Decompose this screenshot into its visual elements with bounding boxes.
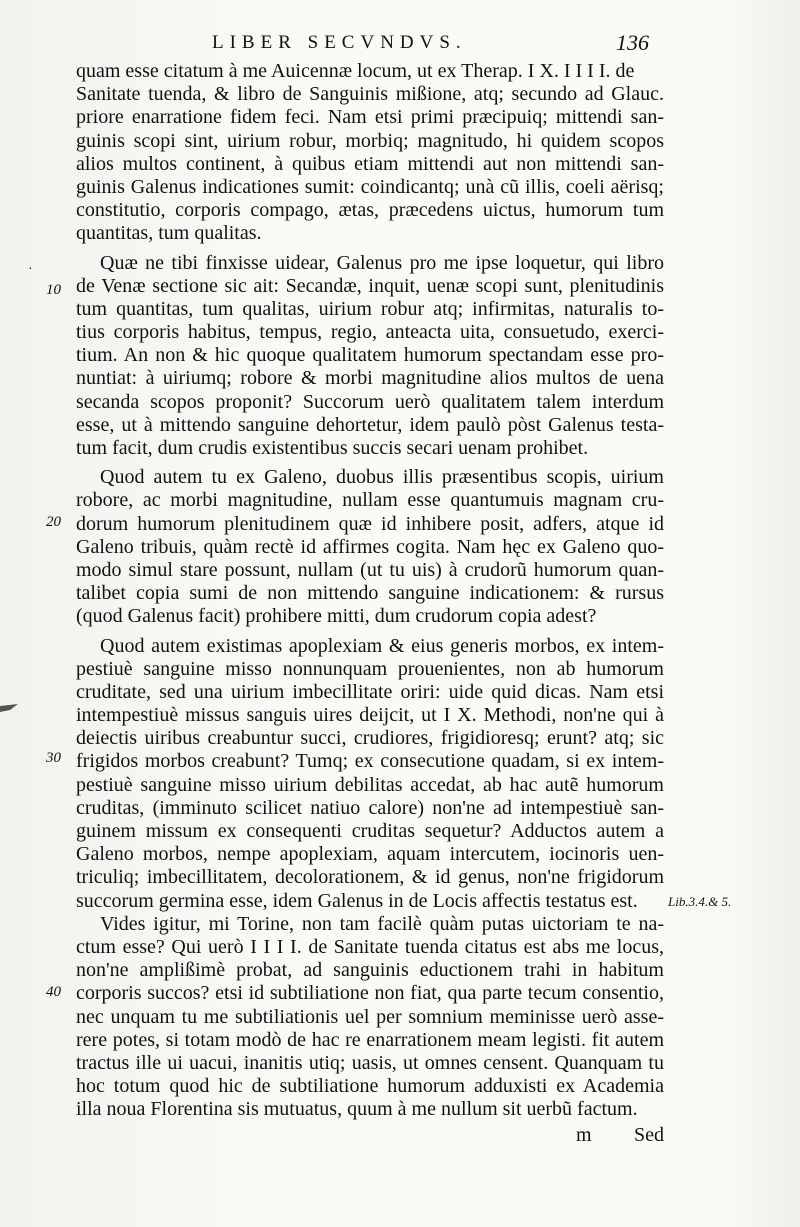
text-line: priore enarratione fidem feci. Nam etsi primi præcipuiq; mittendi san- [76, 106, 664, 129]
text-line: tium. An non & hic quoque qualitatem humorum spectandam esse pro- [76, 344, 664, 367]
text-line: secanda scopos proponit? Succorum uerò qualitatem talem interdum [76, 390, 664, 413]
catchword: Sed [634, 1124, 664, 1146]
text-line: nuntiat: à uiriumq; robore & morbi magnitudine alios multos de uena [76, 367, 664, 390]
body-text [76, 60, 664, 1121]
bookmark-tab [0, 704, 18, 714]
text-line: illa noua Florentina sis mutuatus, quum à me nullum sit uerbũ factum. [76, 1098, 638, 1121]
signature-mark: m [576, 1124, 592, 1146]
text-line: quam esse citatum à me Auicennæ locum, ut ex Therap. I X. I I I I. de [76, 60, 635, 82]
text-line: tractus ille ui uacui, inanitis utiq; uasis, ut omnes censent. Quanquam tu [76, 1051, 664, 1074]
text-line: nec unquam tu me subtiliationis uel per somnium meminisse uerò asse- [76, 1005, 664, 1028]
margin-note: Lib.3.4.& 5. [668, 894, 732, 909]
text-line: Galeno tribuis, quàm rectè id affirmes cogita. Nam hęc ex Galeno quo- [76, 535, 664, 558]
text-line: pestiuè sanguine misso nonnunquam prouenientes, non ab humorum [76, 657, 664, 680]
text-line: esse, ut à mittendo sanguine dehortetur, idem paulò pòst Galenus testa- [76, 413, 664, 436]
text-line: tum quantitas, tum qualitas, uirium robur atq; infirmitas, naturalis to- [76, 297, 664, 320]
text-line: quantitas, tum qualitas. [76, 222, 262, 245]
text-line: pestiuè sanguine misso uirium debilitas accedat, ab hac autẽ humorum [76, 773, 664, 796]
text-line: tius corporis habitus, tempus, regio, anteacta uita, consuetudo, exerci- [76, 321, 664, 344]
text-line: intempestiuè missus sanguis uires deijcit, ut I X. Methodi, non'ne qui à [76, 704, 664, 727]
text-line: modo simul stare possunt, nullam (ut tu uis) à crudorũ humorum quan- [76, 558, 664, 581]
text-line: guinis scopi sint, uirium robur, morbiq; magnitudo, hi quidem scopos [76, 129, 664, 152]
text-line: guinis Galenus indicationes sumit: coindicantq; unà cũ illis, coeli aërisq; [76, 175, 664, 198]
text-line: robore, ac morbi magnitudine, nullam esse quantumuis magnam cru- [76, 489, 664, 512]
text-line: de Venæ sectione sic ait: Secandæ, inquit, uenæ scopi sunt, plenitudinis [76, 274, 664, 297]
line-number: 30 [46, 750, 61, 766]
text-line: hoc totum quod hic de subtiliatione humorum adduxisti ex Academia [76, 1075, 664, 1098]
running-head: LIBER SECVNDVS. [212, 32, 467, 53]
line-number: 20 [46, 514, 61, 530]
text-line: Galeno morbos, nempe apoplexiam, aquam intercutem, iocinoris uen- [76, 843, 664, 866]
line-number: 40 [46, 984, 61, 1000]
text-line: alios multos continent, à quibus etiam mittendi aut non mittendi san- [76, 152, 664, 175]
text-line: dorum humorum plenitudinem quæ id inhibere posit, adfers, atque id [76, 512, 664, 535]
text-line: frigidos morbos creabunt? Tumq; ex consecutione quadam, si ex intem- [76, 750, 664, 773]
line-number: 10 [46, 282, 61, 298]
text-line: triculiq; imbecillitatem, decolorationem, & id genus, non'ne frigidorum [76, 866, 664, 889]
text-line: constitutio, corporis compago, ætas, præcedens uictus, humorum tum [76, 199, 664, 222]
paragraph-start-line: Quod autem tu ex Galeno, duobus illis præsentibus scopis, uirium [100, 466, 664, 489]
paragraph-start-line: Vides igitur, mi Torine, non tam facilè quàm putas uictoriam te na- [100, 912, 664, 935]
text-line: Sanitate tuenda, & libro de Sanguinis mißione, atq; secundo ad Glauc. [76, 83, 664, 106]
text-line: corporis succos? etsi id subtiliatione non fiat, qua parte tecum consentio, [76, 982, 664, 1005]
text-line: succorum germina esse, idem Galenus in de Locis affectis testatus est. [76, 889, 638, 912]
text-line: ctum esse? Qui uerò I I I I. de Sanitate tuenda citatus est abs me locus, [76, 935, 664, 958]
text-line: cruditas, (imminuto scilicet natiuo calore) non'ne ad intempestiuè san- [76, 796, 664, 819]
text-line: guinem missum ex consequenti cruditas sequetur? Adductos autem a [76, 820, 664, 842]
text-line: (quod Galenus facit) prohibere mitti, dum crudorum copia adest? [76, 605, 597, 628]
text-line: non'ne amplißimè probat, ad sanguinis eductionem trahi in habitum [76, 959, 664, 982]
margin-mark: · [28, 262, 33, 277]
text-line: cruditate, sed una uirium imbecillitate oriri: uide quid dicas. Nam etsi [76, 680, 664, 703]
text-line: rere potes, si totam modò de hac re enarrationem meam legisti. fit autem [76, 1028, 664, 1051]
page-number: 136 [616, 30, 649, 55]
text-line: tum facit, dum crudis existentibus succis secari uenam prohibet. [76, 437, 589, 459]
text-line: talibet copia sumi de non mittendo sanguine indicationem: & rursus [76, 582, 664, 605]
text-line: deiectis uiribus creabuntur succi, crudiores, frigidioresq; erunt? atq; sic [76, 727, 664, 750]
paragraph-start-line: Quæ ne tibi finxisse uidear, Galenus pro me ipse loquetur, qui libro [100, 251, 664, 274]
page-header [0, 32, 800, 58]
paragraph-start-line: Quod autem existimas apoplexiam & eius generis morbos, ex intem- [100, 634, 664, 657]
